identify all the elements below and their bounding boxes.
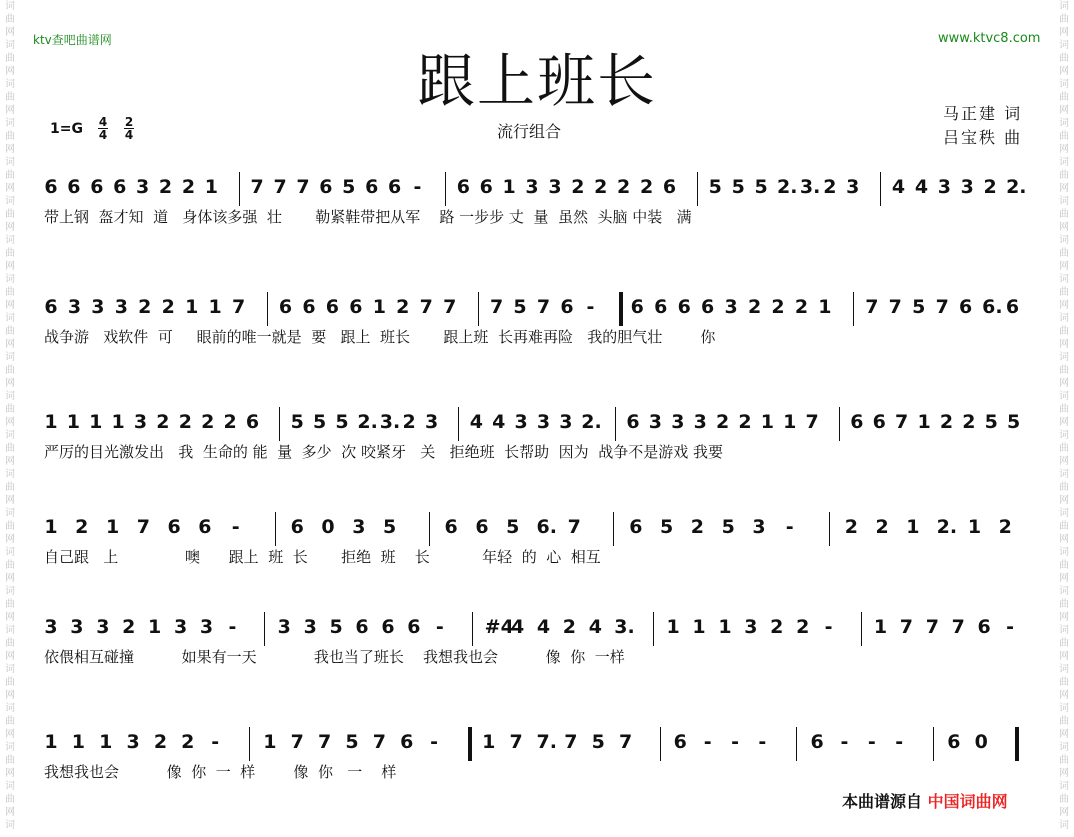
lyrics-line: 自己跟 上 噢 跟上 班 长 拒绝 班 长 年轻 的 心 相互 bbox=[44, 548, 601, 566]
note: 7 bbox=[136, 516, 150, 538]
note: 0 bbox=[974, 731, 988, 753]
lyricist-credit: 马正建 词 bbox=[943, 104, 1023, 123]
note: 2 bbox=[617, 176, 631, 198]
watermark-left: 词 曲 网 词 曲 网 词 曲 网 词 曲 网 词 曲 网 词 曲 网 词 曲 网 词 曲 网 词 曲 网 词 曲 网 词 曲 网 词 曲 网 词 曲 网 词 曲 网 词 曲 网 词 曲 网 词 曲 网 词 曲 网 词 曲 网 词 曲 网 词 曲 网 词 bbox=[5, 1, 15, 831]
note: - bbox=[731, 731, 739, 753]
note: 2 bbox=[794, 296, 809, 318]
note: 6 bbox=[387, 176, 402, 198]
note: 7 bbox=[443, 296, 457, 318]
site-name-left[interactable]: ktv查吧曲谱网 bbox=[33, 33, 112, 47]
note: 5 bbox=[731, 176, 745, 198]
lyrics-line: 依偎相互碰撞 如果有一天 我也当了班长 我想我也会 像 你 一样 bbox=[44, 648, 625, 666]
note: 6 bbox=[44, 176, 58, 198]
note: - bbox=[1006, 616, 1015, 638]
site-url-right[interactable]: www.ktvc8.com bbox=[938, 31, 1041, 46]
note: 6 bbox=[167, 516, 181, 538]
notes-line bbox=[44, 610, 1029, 646]
note: 2 bbox=[939, 411, 954, 433]
note: 3 bbox=[548, 176, 562, 198]
note: 6. bbox=[982, 296, 1003, 318]
note: 6 bbox=[560, 296, 574, 318]
notes-line bbox=[44, 290, 1029, 326]
note: 4 bbox=[469, 411, 483, 433]
note: 3 bbox=[70, 616, 84, 638]
note: 2 bbox=[823, 176, 837, 198]
lyrics-line: 带上钢 盔才知 道 身体该多强 壮 勒紧鞋带把从军 路 一步步 丈 量 虽然 头脑 中装 满 bbox=[44, 208, 692, 226]
note: 2 bbox=[178, 411, 192, 433]
note: 2 bbox=[962, 411, 976, 433]
lyrics-line: 战争游 戏软件 可 眼前的唯一就是 要 跟上 班长 跟上班 长再难再险 我的胆气壮 你 bbox=[44, 328, 716, 346]
note: 5 bbox=[335, 411, 349, 433]
note: 3 bbox=[96, 616, 110, 638]
note: 1 bbox=[692, 616, 706, 638]
note: 3 bbox=[724, 296, 738, 318]
note: 5 bbox=[1006, 411, 1021, 433]
note: 7 bbox=[865, 296, 879, 318]
note: 3 bbox=[671, 411, 685, 433]
note: 5 bbox=[513, 296, 527, 318]
source-site[interactable]: 中国词曲网 bbox=[927, 792, 1008, 811]
note: 1 bbox=[71, 731, 85, 753]
note: 7 bbox=[419, 296, 433, 318]
note: 5 bbox=[345, 731, 359, 753]
note: 6 bbox=[67, 176, 81, 198]
note: 6 bbox=[629, 516, 643, 538]
note: 3 bbox=[525, 176, 539, 198]
note: 1 bbox=[666, 616, 680, 638]
note: 1 bbox=[967, 516, 982, 538]
note: 5 bbox=[721, 516, 735, 538]
note: 6 bbox=[662, 176, 677, 198]
note: 6 bbox=[850, 411, 864, 433]
note: 5 bbox=[660, 516, 674, 538]
note: 3 bbox=[693, 411, 707, 433]
note: 6 bbox=[113, 176, 127, 198]
note: 6 bbox=[701, 296, 715, 318]
bar-line bbox=[615, 407, 616, 441]
note: 1 bbox=[105, 516, 120, 538]
bar-line bbox=[445, 172, 446, 206]
note: 4 bbox=[588, 616, 602, 638]
note: 2 bbox=[983, 176, 997, 198]
note: 6. bbox=[536, 516, 557, 538]
note: 5 bbox=[708, 176, 722, 198]
note: 3 bbox=[114, 296, 128, 318]
notes-line bbox=[44, 405, 1029, 441]
bar-line bbox=[264, 612, 265, 646]
note: 2 bbox=[639, 176, 654, 198]
note: 3 bbox=[352, 516, 366, 538]
note: 2 bbox=[122, 616, 136, 638]
note: 1 bbox=[873, 616, 888, 638]
note: - bbox=[840, 731, 849, 753]
note: 3 bbox=[44, 616, 58, 638]
note: 2. bbox=[936, 516, 958, 538]
note: 7 bbox=[317, 731, 332, 753]
note: 6 bbox=[319, 176, 333, 198]
key-signature: 1=G bbox=[50, 121, 83, 137]
note: - bbox=[867, 731, 876, 753]
note: 1 bbox=[204, 176, 218, 198]
note: 7 bbox=[250, 176, 264, 198]
note: 3. bbox=[799, 176, 821, 198]
note: 6 bbox=[325, 296, 340, 318]
note: 6 bbox=[977, 616, 991, 638]
bar-line bbox=[468, 727, 472, 761]
bar-line bbox=[275, 512, 276, 546]
note: 1 bbox=[263, 731, 277, 753]
bar-line bbox=[429, 512, 430, 546]
note: 1 bbox=[44, 516, 58, 538]
bar-line bbox=[1015, 727, 1019, 761]
bar-line bbox=[829, 512, 830, 546]
note: 3 bbox=[424, 411, 439, 433]
notes-line bbox=[44, 510, 1029, 546]
note: 3 bbox=[752, 516, 766, 538]
note: 3 bbox=[559, 411, 573, 433]
note: 1 bbox=[917, 411, 931, 433]
note: 3 bbox=[937, 176, 951, 198]
note: 2 bbox=[998, 516, 1012, 538]
note: 1 bbox=[44, 411, 58, 433]
note: 6 bbox=[245, 411, 260, 433]
note: 7 bbox=[273, 176, 287, 198]
notes-line bbox=[44, 725, 1029, 761]
note: 5 bbox=[591, 731, 605, 753]
note: 6 bbox=[278, 296, 293, 318]
source-label: 本曲谱源自 bbox=[842, 792, 923, 811]
note: - bbox=[586, 296, 595, 318]
note: 6 bbox=[90, 176, 104, 198]
note: 5 bbox=[984, 411, 998, 433]
note: 5 bbox=[912, 296, 926, 318]
note: 1 bbox=[482, 731, 496, 753]
note: 2. bbox=[581, 411, 602, 433]
note: 2 bbox=[396, 296, 410, 318]
source-credit[interactable] bbox=[842, 789, 1008, 812]
note: 7 bbox=[805, 411, 819, 433]
bar-line bbox=[697, 172, 698, 206]
note: - bbox=[430, 731, 438, 753]
note: 4 bbox=[536, 616, 551, 638]
note: 5 bbox=[313, 411, 327, 433]
bar-line bbox=[239, 172, 240, 206]
note: 2 bbox=[201, 411, 215, 433]
note: 6 bbox=[947, 731, 961, 753]
note: 2 bbox=[402, 411, 416, 433]
note: 7. bbox=[536, 731, 557, 753]
note: 2. bbox=[777, 176, 798, 198]
note: 3 bbox=[67, 296, 82, 318]
note: 3 bbox=[846, 176, 860, 198]
note: 5 bbox=[290, 411, 304, 433]
note: 7 bbox=[618, 731, 633, 753]
bar-line bbox=[933, 727, 934, 761]
note: 6 bbox=[677, 296, 691, 318]
lyrics-line: 严厉的目光激发出 我 生命的 能 量 多少 次 咬紧牙 关 拒绝班 长帮助 因为 战争不是游戏 我要 bbox=[44, 443, 723, 461]
note: 7 bbox=[895, 411, 909, 433]
note: 1 bbox=[44, 731, 58, 753]
note: 6 bbox=[456, 176, 470, 198]
note: 7 bbox=[372, 731, 386, 753]
note: 4 bbox=[510, 616, 525, 638]
performer: 流行组合 bbox=[497, 122, 562, 141]
note: 7 bbox=[888, 296, 902, 318]
note: 1 bbox=[89, 411, 103, 433]
note: 6 bbox=[654, 296, 668, 318]
note: 2 bbox=[738, 411, 752, 433]
note: 3 bbox=[173, 616, 188, 638]
note: 5 bbox=[342, 176, 356, 198]
note: 2 bbox=[690, 516, 705, 538]
note: 1 bbox=[760, 411, 774, 433]
bar-line bbox=[249, 727, 250, 761]
bar-line bbox=[660, 727, 661, 761]
note: 7 bbox=[290, 731, 304, 753]
composer-credit: 吕宝秩 曲 bbox=[943, 128, 1023, 147]
note: 2. bbox=[1006, 176, 1027, 198]
note: 7 bbox=[509, 731, 523, 753]
note: 6 bbox=[1005, 296, 1020, 318]
note: - bbox=[231, 516, 240, 538]
note: - bbox=[435, 616, 444, 638]
note: 1 bbox=[185, 296, 199, 318]
note: 4 bbox=[914, 176, 929, 198]
note: 2 bbox=[75, 516, 89, 538]
note: 6 bbox=[44, 296, 58, 318]
note: - bbox=[824, 616, 833, 638]
note: 3 bbox=[744, 616, 758, 638]
note: - bbox=[413, 176, 422, 198]
note: 4 bbox=[492, 411, 506, 433]
note: 7 bbox=[564, 731, 578, 753]
note: 3 bbox=[133, 411, 148, 433]
note: 1 bbox=[502, 176, 516, 198]
note: 6 bbox=[407, 616, 421, 638]
note: 2 bbox=[747, 296, 762, 318]
note: 2 bbox=[138, 296, 152, 318]
note: 2 bbox=[715, 411, 730, 433]
note: 6 bbox=[673, 731, 687, 753]
note: 5 bbox=[382, 516, 397, 538]
bar-line bbox=[796, 727, 797, 761]
note: 7 bbox=[231, 296, 246, 318]
note: 6 bbox=[302, 296, 316, 318]
note: 2 bbox=[771, 296, 785, 318]
note: 3 bbox=[91, 296, 105, 318]
note: 6 bbox=[626, 411, 640, 433]
note: 6 bbox=[630, 296, 644, 318]
bar-line bbox=[279, 407, 280, 441]
note: 2 bbox=[770, 616, 784, 638]
note: 2 bbox=[571, 176, 585, 198]
note: 4 bbox=[891, 176, 906, 198]
bar-line bbox=[472, 612, 473, 646]
note: 2 bbox=[223, 411, 237, 433]
note: - bbox=[895, 731, 904, 753]
note: - bbox=[758, 731, 767, 753]
note: 1 bbox=[718, 616, 732, 638]
song-title: 跟上班长 bbox=[416, 47, 657, 115]
note: 2 bbox=[156, 411, 170, 433]
note: 7 bbox=[536, 296, 551, 318]
note: - bbox=[211, 731, 220, 753]
notes-line bbox=[44, 170, 1029, 206]
note: 7 bbox=[951, 616, 965, 638]
note: 1 bbox=[66, 411, 80, 433]
note: 6 bbox=[381, 616, 395, 638]
note: 6 bbox=[400, 731, 414, 753]
note: 3 bbox=[960, 176, 974, 198]
note: 1 bbox=[372, 296, 386, 318]
note: 0 bbox=[321, 516, 335, 538]
note: 2 bbox=[562, 616, 577, 638]
note: 6 bbox=[355, 616, 369, 638]
note: 6 bbox=[475, 516, 489, 538]
note: 1 bbox=[818, 296, 832, 318]
note: 3 bbox=[136, 176, 150, 198]
bar-line bbox=[653, 612, 654, 646]
note: 3 bbox=[277, 616, 291, 638]
bar-line bbox=[267, 292, 268, 326]
bar-line bbox=[839, 407, 840, 441]
note: 7 bbox=[935, 296, 949, 318]
note: 6 bbox=[444, 516, 458, 538]
note: 2 bbox=[181, 176, 196, 198]
note: - bbox=[785, 516, 794, 538]
note: 2 bbox=[875, 516, 889, 538]
note: - bbox=[228, 616, 237, 638]
bar-line bbox=[880, 172, 881, 206]
note: 3 bbox=[199, 616, 214, 638]
bar-line bbox=[861, 612, 862, 646]
note: 3 bbox=[648, 411, 663, 433]
note: 6 bbox=[872, 411, 886, 433]
bar-line bbox=[853, 292, 854, 326]
note: - bbox=[703, 731, 712, 753]
note: 2 bbox=[153, 731, 168, 753]
note: 1 bbox=[99, 731, 113, 753]
note: 2 bbox=[161, 296, 175, 318]
note: 1 bbox=[148, 616, 162, 638]
note: 5 bbox=[329, 616, 343, 638]
watermark-right: 词 曲 网 词 曲 网 词 曲 网 词 曲 网 词 曲 网 词 曲 网 词 曲 网 词 曲 网 词 曲 网 词 曲 网 词 曲 网 词 曲 网 词 曲 网 词 曲 网 词 曲 网 词 曲 网 词 曲 网 词 曲 网 词 曲 网 词 曲 网 词 曲 网 词 bbox=[1059, 1, 1069, 831]
note: 2 bbox=[594, 176, 608, 198]
note: 1 bbox=[208, 296, 222, 318]
note: 6 bbox=[810, 731, 824, 753]
bar-line bbox=[458, 407, 459, 441]
note: 7 bbox=[899, 616, 913, 638]
note: 1 bbox=[783, 411, 797, 433]
note: 3. bbox=[379, 411, 401, 433]
note: 3 bbox=[514, 411, 528, 433]
note: 1 bbox=[906, 516, 920, 538]
note: #4 bbox=[484, 616, 514, 638]
note: 6 bbox=[479, 176, 493, 198]
note: 2 bbox=[796, 616, 810, 638]
note: 7 bbox=[567, 516, 581, 538]
note: 2. bbox=[357, 411, 378, 433]
note: 7 bbox=[925, 616, 939, 638]
note: 3 bbox=[536, 411, 551, 433]
note: 6 bbox=[290, 516, 304, 538]
note: 6 bbox=[365, 176, 379, 198]
bar-line bbox=[613, 512, 614, 546]
note: 3 bbox=[303, 616, 317, 638]
note: 6 bbox=[959, 296, 973, 318]
lyrics-line: 我想我也会 像 你 一 样 像 你 一 样 bbox=[44, 763, 397, 781]
note: 7 bbox=[489, 296, 504, 318]
note: 6 bbox=[198, 516, 212, 538]
note: 5 bbox=[506, 516, 520, 538]
note: 5 bbox=[754, 176, 768, 198]
note: 2 bbox=[844, 516, 858, 538]
note: 6 bbox=[349, 296, 363, 318]
note: 1 bbox=[111, 411, 125, 433]
note: 7 bbox=[296, 176, 310, 198]
note: 2 bbox=[181, 731, 195, 753]
note: 3. bbox=[614, 616, 635, 638]
bar-line bbox=[478, 292, 479, 326]
bar-line bbox=[619, 292, 623, 326]
note: 3 bbox=[126, 731, 140, 753]
note: 2 bbox=[158, 176, 173, 198]
